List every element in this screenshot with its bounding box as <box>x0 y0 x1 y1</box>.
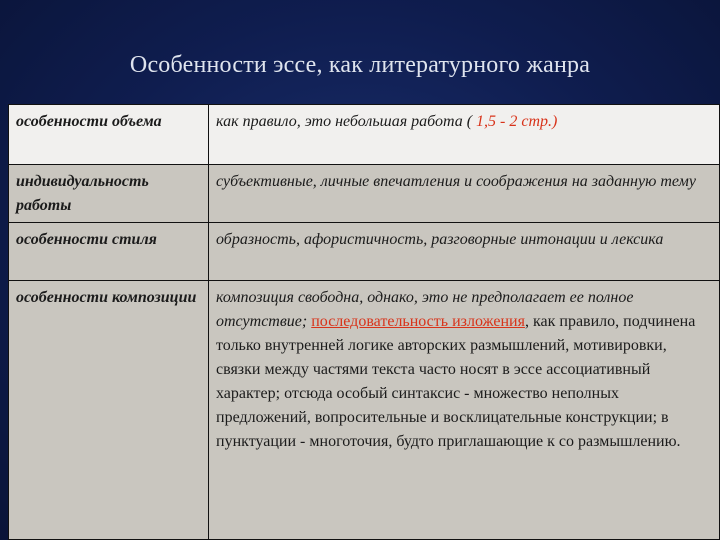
feature-label: индивидуальность работы <box>9 165 209 223</box>
description-text: , как правило, подчинена только внутренней логике авторских размышлений, мотивировки, связки между частями текста часто носят в эссе ассоциативный характер; отсюда особый синтаксис - множество неполных предложений, вопросительные и восклицательные конструкции; в пунктуации - многоточия, будто приглашающие к со размышлению. <box>216 313 696 450</box>
description-italic: композиция свободна, однако, это не предполагает ее полное отсутствие; <box>216 289 634 330</box>
table-row <box>9 105 720 165</box>
feature-label: особенности композиции <box>9 281 209 540</box>
feature-description: субъективные, личные впечатления и соображения на заданную тему <box>209 165 720 223</box>
highlight-text: последовательность изложения <box>311 313 525 330</box>
table-row <box>9 165 720 223</box>
table-row <box>9 223 720 281</box>
feature-label: особенности стиля <box>9 223 209 281</box>
description-text: как правило, это небольшая работа ( <box>216 113 477 130</box>
highlight-text: 1,5 - 2 стр.) <box>476 113 558 130</box>
feature-description <box>209 281 720 540</box>
feature-label: особенности объема <box>9 105 209 165</box>
feature-description: образность, афористичность, разговорные интонации и лексика <box>209 223 720 281</box>
feature-description <box>209 105 720 165</box>
table-row <box>9 281 720 540</box>
essay-features-table <box>8 104 720 540</box>
slide-title: Особенности эссе, как литературного жанра <box>129 52 591 78</box>
